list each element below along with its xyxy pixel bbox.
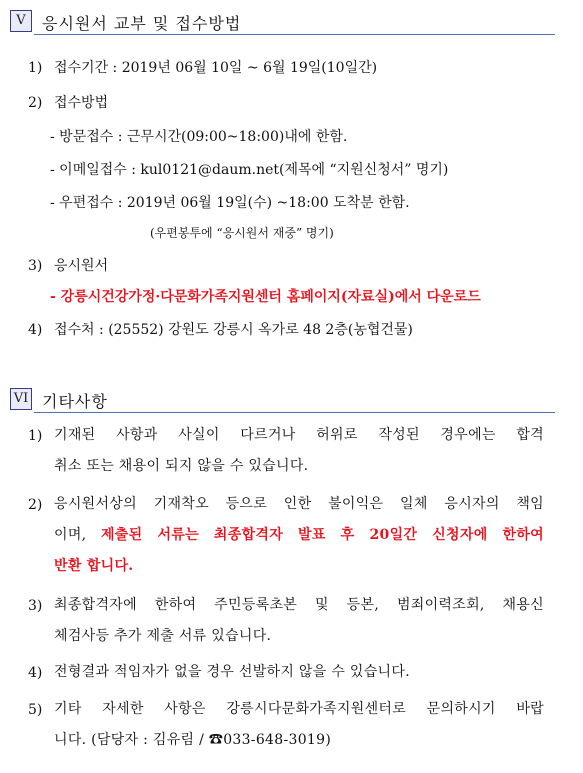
section-title: 기타사항 — [42, 392, 108, 411]
section-divider — [34, 412, 555, 413]
item-number: 2) — [28, 95, 43, 111]
item-text: 접수기간 : 2019년 06월 10일 ~ 6월 19일(10일간) — [54, 60, 378, 76]
item-number: 2) — [28, 497, 43, 513]
item-number: 1) — [28, 428, 43, 444]
item-text: 응시원서 — [54, 258, 109, 274]
section-header — [0, 388, 583, 414]
section-number-badge: VI — [10, 388, 32, 410]
postal-note: (우편봉투에 “응시원서 재중” 명기) — [150, 226, 334, 240]
item-text: 접수방법 — [54, 95, 109, 111]
section-header — [0, 10, 583, 36]
item-number: 3) — [28, 258, 43, 274]
item-number: 4) — [28, 322, 43, 338]
section-divider — [34, 34, 555, 35]
item-number: 5) — [28, 702, 43, 718]
item-text: 접수처 : (25552) 강원도 강릉시 옥가로 48 2층(농협건물) — [54, 322, 413, 338]
section-number-badge: V — [10, 10, 32, 32]
section-misc — [0, 388, 583, 414]
item-number: 1) — [28, 60, 43, 76]
item-number: 3) — [28, 598, 43, 614]
item-number: 4) — [28, 665, 43, 681]
section-title: 응시원서 교부 및 접수방법 — [42, 14, 242, 33]
section-application — [0, 10, 583, 36]
